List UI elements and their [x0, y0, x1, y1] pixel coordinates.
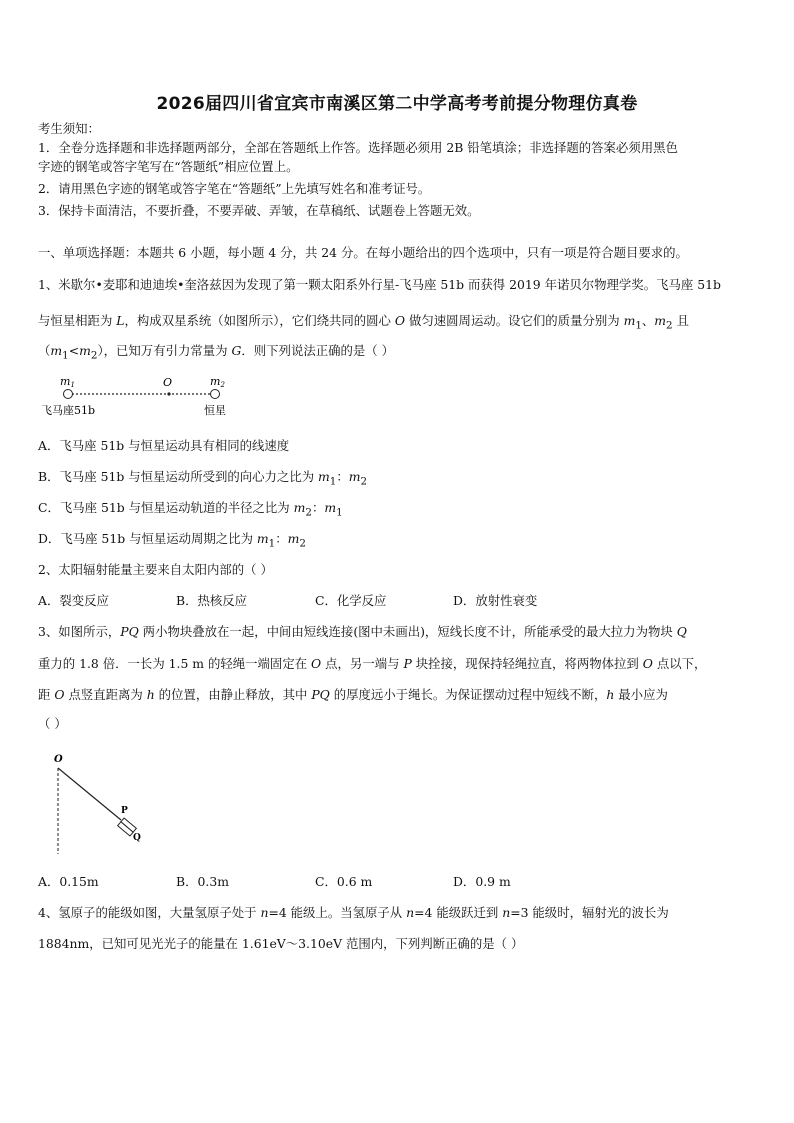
notice-item-1-line-2: 字迹的钢笔或答字笔写在“答题纸”相应位置上。: [38, 159, 299, 174]
q1-option-a: A．飞马座 51b 与恒星运动具有相同的线速度: [38, 438, 290, 453]
q1-binary-star-figure: [38, 374, 238, 420]
q3-option-a: A．0.15m: [38, 874, 99, 889]
q4-stem-line-1: 4、氢原子的能级如图，大量氢原子处于 n=4 能级上。当氢原子从 n=4 能级跃迁到 n=3 能级时，辐射光的波长为: [38, 905, 669, 920]
q1-stem-line-3: $(m_1<m_2)$，已知万有引力常量为 G．则下列说法正确的是（ ）: [38, 343, 395, 362]
q3-option-c: C．0.6 m: [315, 874, 373, 889]
fig-q-label: Q: [133, 833, 141, 843]
notice-item-2: 2．请用黑色字迹的钢笔或答字笔在“答题纸”上先填写姓名和准考证号。: [38, 181, 431, 196]
q1-stem-line-2: 与恒星相距为 L，构成双星系统（如图所示），它们绕共同的圆心 O 做匀速圆周运动。设它们的质量分别为 $m_1$、$m_2$ 且: [38, 313, 689, 332]
q1-option-c: C．飞马座 51b 与恒星运动轨道的半径之比为 $m_2$：$m_1$: [38, 500, 343, 519]
notice-heading: 考生须知：: [38, 121, 100, 136]
notice-item-3: 3．保持卡面清洁，不要折叠，不要弄破、弄皱，在草稿纸、试题卷上答题无效。: [38, 203, 480, 218]
q3-stem-line-3: 距 O 点竖直距离为 h 的位置，由静止释放，其中 PQ 的厚度远小于绳长。为保证摆动过程中短线不断，h 最小应为: [38, 687, 668, 702]
fig-o-label: O: [163, 376, 173, 389]
fig-star-circle: [211, 390, 220, 399]
q3-option-b: B．0.3m: [176, 874, 229, 889]
section-1-heading: 一、单项选择题：本题共 6 小题，每小题 4 分，共 24 分。在每小题给出的四个选项中，只有一项是符合题目要求的。: [38, 245, 688, 260]
q2-option-a: A．裂变反应: [38, 593, 109, 608]
fig-planet-label: 飞马座51b: [41, 404, 96, 417]
q1-option-b: B．飞马座 51b 与恒星运动所受到的向心力之比为 $m_1$：$m_2$: [38, 469, 368, 488]
q1-stem-line-1: 1、米歇尔•麦耶和迪迪埃•奎洛兹因为发现了第一颗太阳系外行星-飞马座 51b 而获得 2019 年诺贝尔物理学奖。飞马座 51b: [38, 277, 721, 292]
q2-option-c: C．化学反应: [315, 593, 387, 608]
fig-rope: [58, 768, 121, 820]
q3-stem-line-1: 3、如图所示，PQ 两小物块叠放在一起，中间由短线连接(图中未画出)，短线长度不计，所能承受的最大拉力为物块 Q: [38, 624, 687, 639]
q3-stem-line-4: （ ）: [38, 716, 67, 731]
q3-option-d: D．0.9 m: [453, 874, 511, 889]
fig-star-label: 恒星: [204, 404, 226, 417]
q1-option-d: D．飞马座 51b 与恒星运动周期之比为 $m_1$：$m_2$: [38, 531, 306, 550]
fig-pivot-o-label: O: [54, 754, 63, 765]
fig-center-dot: [167, 392, 170, 395]
q2-option-b: B．热核反应: [176, 593, 248, 608]
page-title: 2026届四川省宜宾市南溪区第二中学高考考前提分物理仿真卷: [156, 94, 638, 114]
notice-item-1-line-1: 1．全卷分选择题和非选择题两部分，全部在答题纸上作答。选择题必须用 2B 铅笔填涂；非选择题的答案必须用黑色: [38, 140, 678, 155]
q3-pendulum-figure: [48, 752, 158, 862]
fig-planet-circle: [64, 390, 73, 399]
q2-option-d: D．放射性衰变: [453, 593, 538, 608]
fig-m2-label: m2: [210, 375, 225, 389]
q2-stem: 2、太阳辐射能量主要来自太阳内部的（ ）: [38, 562, 273, 577]
q3-stem-line-2: 重力的 1.8 倍．一长为 1.5 m 的轻绳一端固定在 O 点，另一端与 P 块拴接，现保持轻绳拉直，将两物体拉到 O 点以下，: [38, 656, 707, 671]
fig-p-label: P: [121, 806, 128, 816]
fig-m1-label: m1: [60, 375, 75, 389]
q4-stem-line-2: 1884nm，已知可见光光子的能量在 1.61eV～3.10eV 范围内，下列判断正确的是（ ）: [38, 936, 524, 951]
